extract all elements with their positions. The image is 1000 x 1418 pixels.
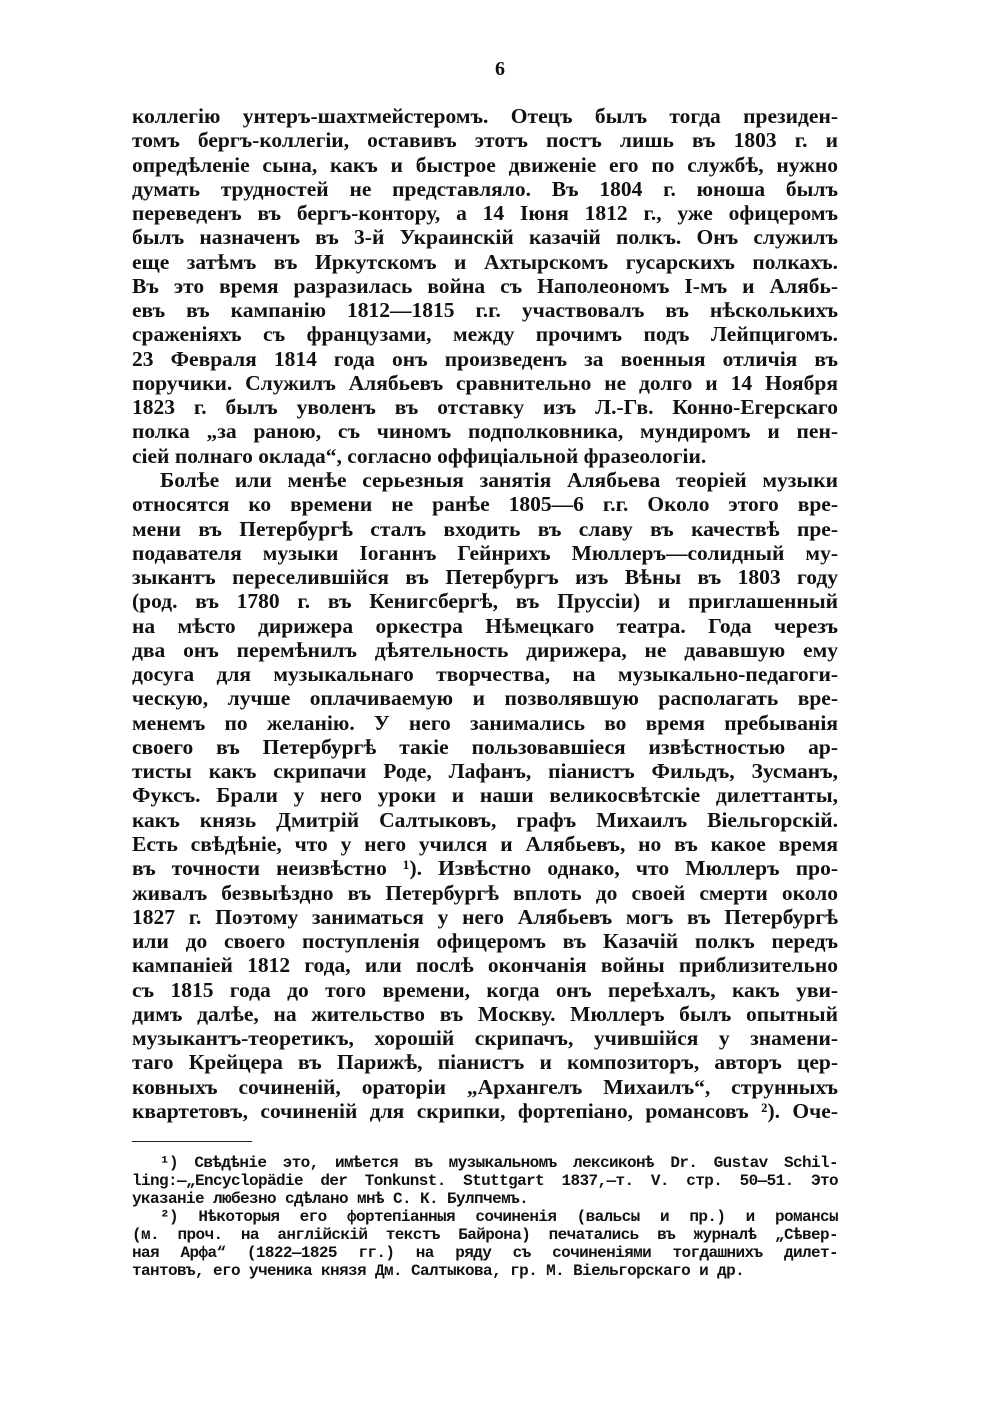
text-line: кампаніей 1812 года, или послѣ окончанія войны приблизительно bbox=[132, 953, 838, 978]
text-line: два онъ перемѣнилъ дѣятельность дирижера, не дававшую ему bbox=[132, 637, 838, 662]
text-line: 23 Февраля 1814 года онъ произведенъ за военныя отличія въ bbox=[132, 346, 838, 371]
text-line: димъ далѣе, на жительство въ Москву. Мюллеръ былъ опытный bbox=[132, 1001, 838, 1026]
text-line: (род. въ 1780 г. въ Кенигсбергѣ, въ Пруссіи) и приглашенный bbox=[132, 589, 838, 614]
text-line: былъ назначенъ въ 3-й Украинскій казачій полкъ. Онъ служилъ bbox=[132, 225, 838, 250]
text-line: евъ въ кампанію 1812—1815 г.г. участвовалъ въ нѣсколькихъ bbox=[132, 298, 838, 323]
text-line: таго Крейцера въ Парижѣ, піанистъ и композиторъ, авторъ цер- bbox=[132, 1050, 838, 1075]
body-text bbox=[132, 104, 838, 1123]
text-line: коллегію унтеръ-шахтмейстеромъ. Отецъ былъ тогда президен- bbox=[132, 104, 838, 128]
text-line: 1823 г. былъ уволенъ въ отставку изъ Л.-Гв. Конно-Егерскаго bbox=[132, 395, 838, 420]
text-line: въ точности неизвѣстно ¹). Извѣстно однако, что Мюллеръ про- bbox=[132, 856, 838, 881]
footnote-1-line: указаніе любезно сдѣлано мнѣ С. К. Булпчемъ. bbox=[132, 1190, 529, 1208]
text-line: думать трудностей не представляло. Въ 1804 г. юноша былъ bbox=[132, 176, 838, 201]
footnote-2-line: (м. проч. на англійскій текстъ Байрона) печатались въ журналѣ „Сѣвер- bbox=[132, 1226, 838, 1244]
text-line: полка „за раною, съ чиномъ подполковника, мундиромъ и пен- bbox=[132, 419, 838, 444]
footnote-2-line: ²) Нѣкоторыя его фортепіанныя сочиненія (вальсы и пр.) и романсы bbox=[160, 1208, 838, 1226]
text-line: на мѣсто дирижера оркестра Нѣмецкаго театра. Года черезъ bbox=[132, 613, 838, 638]
text-line: переведенъ въ бергъ-контору, а 14 Іюня 1812 г., уже офицеромъ bbox=[132, 201, 838, 226]
text-line: поручики. Служилъ Алябьевъ сравнительно не долго и 14 Ноября bbox=[132, 370, 838, 395]
text-line: ческую, лучше оплачиваемую и позволявшую располагать вре- bbox=[132, 686, 838, 711]
text-line: относятся ко времени не ранѣе 1805—6 г.г. Около этого вре- bbox=[132, 492, 838, 517]
text-line: Въ это время разразилась война съ Наполеономъ I-мъ и Алябь- bbox=[132, 273, 838, 298]
text-line: мени въ Петербургѣ сталъ входить въ славу въ качествѣ пре- bbox=[132, 516, 838, 541]
text-line: Фуксъ. Брали у него уроки и наши великосвѣтскіе дилеттанты, bbox=[132, 783, 838, 808]
text-line: ковныхъ сочиненій, ораторіи „Архангелъ Михаилъ“, струнныхъ bbox=[132, 1074, 838, 1099]
paragraph-start-line: Болѣе или менѣе серьезныя занятія Алябьева теоріей музыки bbox=[160, 467, 838, 492]
text-line: какъ князь Дмитрій Салтыковъ, графъ Михаилъ Віельгорскій. bbox=[132, 807, 838, 832]
text-line: 1827 г. Поэтому заниматься у него Алябьевъ могъ въ Петербургѣ bbox=[132, 904, 838, 929]
text-line: менемъ по желанію. У него занимались во время пребыванія bbox=[132, 710, 838, 735]
footnote-2-line: ная Арфа“ (1822—1825 гг.) на ряду съ сочиненіями тогдашнихъ дилет- bbox=[132, 1244, 838, 1262]
text-line: томъ бергъ-коллегіи, оставивъ этотъ постъ лишь въ 1803 г. и bbox=[132, 128, 838, 153]
footnotes bbox=[132, 1154, 838, 1280]
text-line: квартетовъ, сочиненій для скрипки, фортепіано, романсовъ ²). Оче- bbox=[132, 1098, 838, 1123]
footnote-1-line: ¹) Свѣдѣніе это, имѣется въ музыкальномъ лексиконѣ Dr. Gustav Schil- bbox=[160, 1154, 838, 1172]
text-line: еще затѣмъ въ Иркутскомъ и Ахтырскомъ гусарскихъ полкахъ. bbox=[132, 249, 838, 274]
text-line: досуга для музыкальнаго творчества, на музыкально-педагоги- bbox=[132, 662, 838, 687]
text-line: зыкантъ переселившійся въ Петербургъ изъ Вѣны въ 1803 году bbox=[132, 565, 838, 590]
text-line: своего въ Петербургѣ такіе пользовавшіеся извѣстностью ар- bbox=[132, 734, 838, 759]
page-number: 6 bbox=[495, 58, 505, 80]
text-line: тисты какъ скрипачи Роде, Лафанъ, піанистъ Фильдъ, Зусманъ, bbox=[132, 759, 838, 784]
text-line: музыкантъ-теоретикъ, хорошій скрипачъ, учившійся у знамени- bbox=[132, 1026, 838, 1051]
footnote-1-line: ling:—„Encyclopädie der Tonkunst. Stuttgart 1837,—т. V. стр. 50—51. Это bbox=[132, 1172, 838, 1190]
footnote-2-line: тантовъ, его ученика князя Дм. Салтыкова, гр. М. Віельгорскаго и др. bbox=[132, 1262, 745, 1280]
text-line: подавателя музыки Іоганнъ Гейнрихъ Мюллеръ—солидный му- bbox=[132, 540, 838, 565]
paragraph-end-line: сіей полнаго оклада“, согласно оффиціальной фразеологіи. bbox=[132, 443, 707, 468]
text-line: сраженіяхъ съ французами, между прочимъ подъ Лейпцигомъ. bbox=[132, 322, 838, 347]
text-line: опредѣленіе сына, какъ и быстрое движеніе его по службѣ, нужно bbox=[132, 152, 838, 177]
text-line: или до своего поступленія офицеромъ въ Казачій полкъ передъ bbox=[132, 929, 838, 954]
text-line: съ 1815 года до того времени, когда онъ переѣхалъ, какъ уви- bbox=[132, 977, 838, 1002]
text-line: Есть свѣдѣніе, что у него учился и Алябьевъ, но въ какое время bbox=[132, 831, 838, 856]
text-line: живалъ безвыѣздно въ Петербургѣ вплоть до своей смерти около bbox=[132, 880, 838, 905]
footnote-divider bbox=[132, 1141, 252, 1142]
